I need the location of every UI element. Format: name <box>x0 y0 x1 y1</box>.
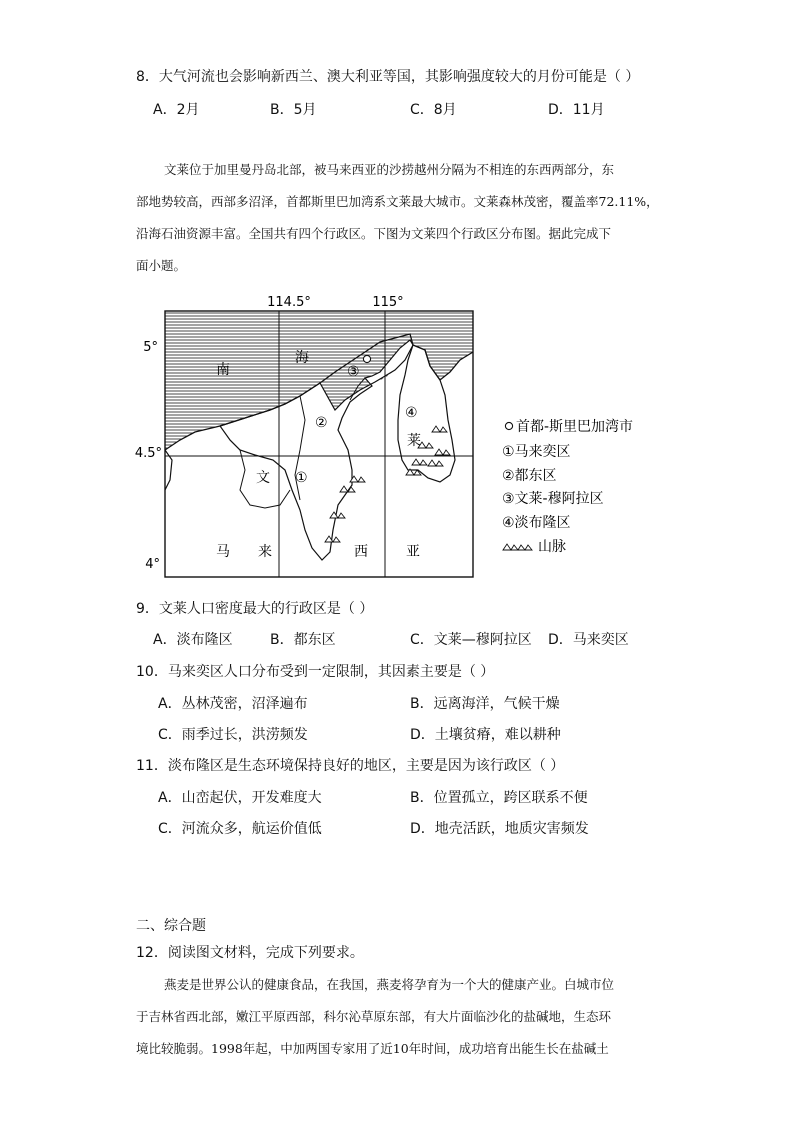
q8-option-c: C．8月 <box>410 102 457 118</box>
label-nan: 南 <box>216 362 230 378</box>
district-mark-2: ② <box>315 415 328 431</box>
passage-line-4: 面小题。 <box>136 258 187 273</box>
passage-line-2: 部地势较高，西部多沼泽，首都斯里巴加湾系文莱最大城市。文莱森林茂密，覆盖率72.11%， <box>136 194 659 209</box>
q10-option-d: D．土壤贫瘠，难以耕种 <box>410 727 561 743</box>
lat-label-4-5: 4.5° <box>134 446 162 461</box>
q10-option-b: B．远离海洋，气候干燥 <box>410 696 560 712</box>
q12-line-1: 燕麦是世界公认的健康食品，在我国，燕麦将孕育为一个大的健康产业。白城市位 <box>164 977 615 992</box>
q8-option-b: B．5月 <box>270 102 317 118</box>
q11-option-c: C．河流众多，航运价值低 <box>158 821 322 837</box>
q11-option-a: A．山峦起伏，开发难度大 <box>158 790 322 806</box>
district-mark-4: ④ <box>405 405 418 421</box>
q11-stem: 11．淡布隆区是生态环境保持良好的地区，主要是因为该行政区（ ） <box>136 758 565 774</box>
label-ma: 马 <box>216 544 230 560</box>
label-lai2: 来 <box>258 544 272 560</box>
legend-capital-icon <box>505 422 512 429</box>
q9-option-c: C．文莱—穆阿拉区 <box>410 632 532 648</box>
label-ya: 亚 <box>406 544 420 560</box>
q8-stem: 8．大气河流也会影响新西兰、澳大利亚等国，其影响强度较大的月份可能是（ ） <box>136 69 640 85</box>
label-wen: 文 <box>256 470 270 486</box>
legend-capital: 首都-斯里巴加湾市 <box>516 419 634 435</box>
passage-line-3: 沿海石油资源丰富。全国共有四个行政区。下图为文莱四个行政区分布图。据此完成下 <box>136 226 612 241</box>
q10-option-c: C．雨季过长，洪涝频发 <box>158 727 308 743</box>
passage-line-1: 文莱位于加里曼丹岛北部，被马来西亚的沙捞越州分隔为不相连的东西两部分，东 <box>164 162 615 177</box>
q9-option-b: B．都东区 <box>270 632 336 648</box>
label-hai: 海 <box>295 350 309 366</box>
q10-stem: 10．马来奕区人口分布受到一定限制，其因素主要是（ ） <box>136 664 495 680</box>
q10-option-a: A．丛林茂密，沼泽遍布 <box>158 696 308 712</box>
legend-mountain-icon <box>503 544 532 550</box>
label-lai: 莱 <box>407 433 421 449</box>
label-xi: 西 <box>354 544 368 560</box>
q12-stem: 12．阅读图文材料，完成下列要求。 <box>136 945 364 961</box>
section-title: 二、综合题 <box>136 918 206 934</box>
q11-option-d: D．地壳活跃，地质灾害频发 <box>410 821 589 837</box>
q12-line-2: 于吉林省西北部，嫩江平原西部，科尔沁草原东部，有大片面临沙化的盐碱地，生态环 <box>136 1009 612 1024</box>
district-mark-3: ③ <box>347 364 360 380</box>
q12-line-3: 境比较脆弱。1998年起，中加两国专家用了近10年时间，成功培育出能生长在盐碱土 <box>136 1041 609 1056</box>
legend-mountain: 山脉 <box>538 539 566 555</box>
q8-option-a: A．2月 <box>153 102 200 118</box>
capital-marker <box>363 355 370 362</box>
q9-stem: 9．文莱人口密度最大的行政区是（ ） <box>136 601 374 617</box>
legend-district-3: ③文莱-穆阿拉区 <box>502 491 604 507</box>
lon-label-114-5: 114.5° <box>267 295 311 310</box>
q9-option-a: A．淡布隆区 <box>153 632 233 648</box>
legend-district-4: ④淡布隆区 <box>502 515 571 531</box>
q9-option-d: D．马来奕区 <box>548 632 629 648</box>
q11-option-b: B．位置孤立，跨区联系不便 <box>410 790 588 806</box>
q8-option-d: D．11月 <box>548 102 605 118</box>
lon-label-115: 115° <box>372 295 404 310</box>
brunei-district-map <box>128 290 658 590</box>
legend-district-1: ①马来奕区 <box>502 444 571 460</box>
district-mark-1: ① <box>295 470 308 486</box>
legend-district-2: ②都东区 <box>502 468 557 484</box>
lat-label-5: 5° <box>143 340 158 355</box>
lat-label-4: 4° <box>145 557 160 572</box>
